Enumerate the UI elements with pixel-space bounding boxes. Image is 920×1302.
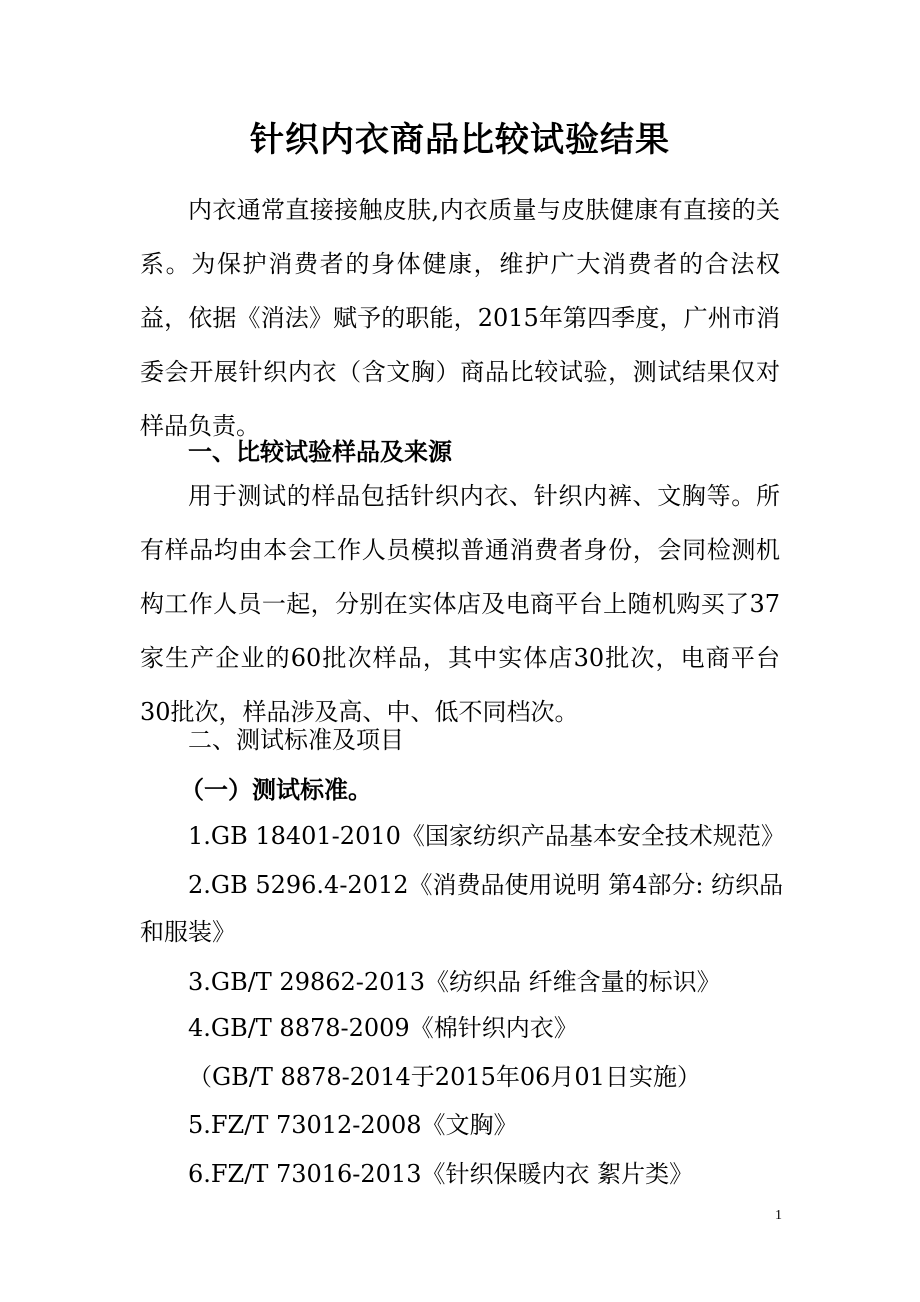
standards-subheading: （一）测试标准。	[180, 776, 372, 804]
page-number: 1	[775, 1208, 782, 1223]
standard-item: 6.FZ/T 73016-2013《针织保暖内衣 絮片类》	[188, 1160, 694, 1188]
document-title: 针织内衣商品比较试验结果	[250, 120, 670, 160]
section-1-paragraph: 用于测试的样品包括针织内衣、针织内裤、文胸等。所有样品均由本会工作人员模拟普通消费者身份，会同检测机构工作人员一起，分别在实体店及电商平台上随机购买了37家生产企业的60批次样品，其中实体店30批次，电商平台30批次，样品涉及高、中、低不同档次。	[140, 482, 780, 726]
standard-item: 2.GB 5296.4-2012《消费品使用说明 第4部分: 纺织品	[188, 871, 784, 899]
standard-note: （GB/T 8878-2014于2015年06月01日实施）	[188, 1063, 701, 1091]
standard-item: 3.GB/T 29862-2013《纺织品 纤维含量的标识》	[188, 968, 721, 996]
standard-item: 1.GB 18401-2010《国家纺织产品基本安全技术规范》	[188, 822, 785, 850]
standard-item-continued: 和服装》	[140, 918, 236, 946]
section-1-heading: 一、比较试验样品及来源	[188, 438, 452, 466]
standard-item: 5.FZ/T 73012-2008《文胸》	[188, 1111, 518, 1139]
standard-item: 4.GB/T 8878-2009《棉针织内衣》	[188, 1014, 578, 1042]
section-2-heading: 二、测试标准及项目	[188, 726, 404, 754]
intro-paragraph: 内衣通常直接接触皮肤,内衣质量与皮肤健康有直接的关系。为保护消费者的身体健康，维护广大消费者的合法权益，依据《消法》赋予的职能，2015年第四季度，广州市消委会开展针织内衣（含文胸）商品比较试验，测试结果仅对样品负责。	[140, 196, 780, 440]
